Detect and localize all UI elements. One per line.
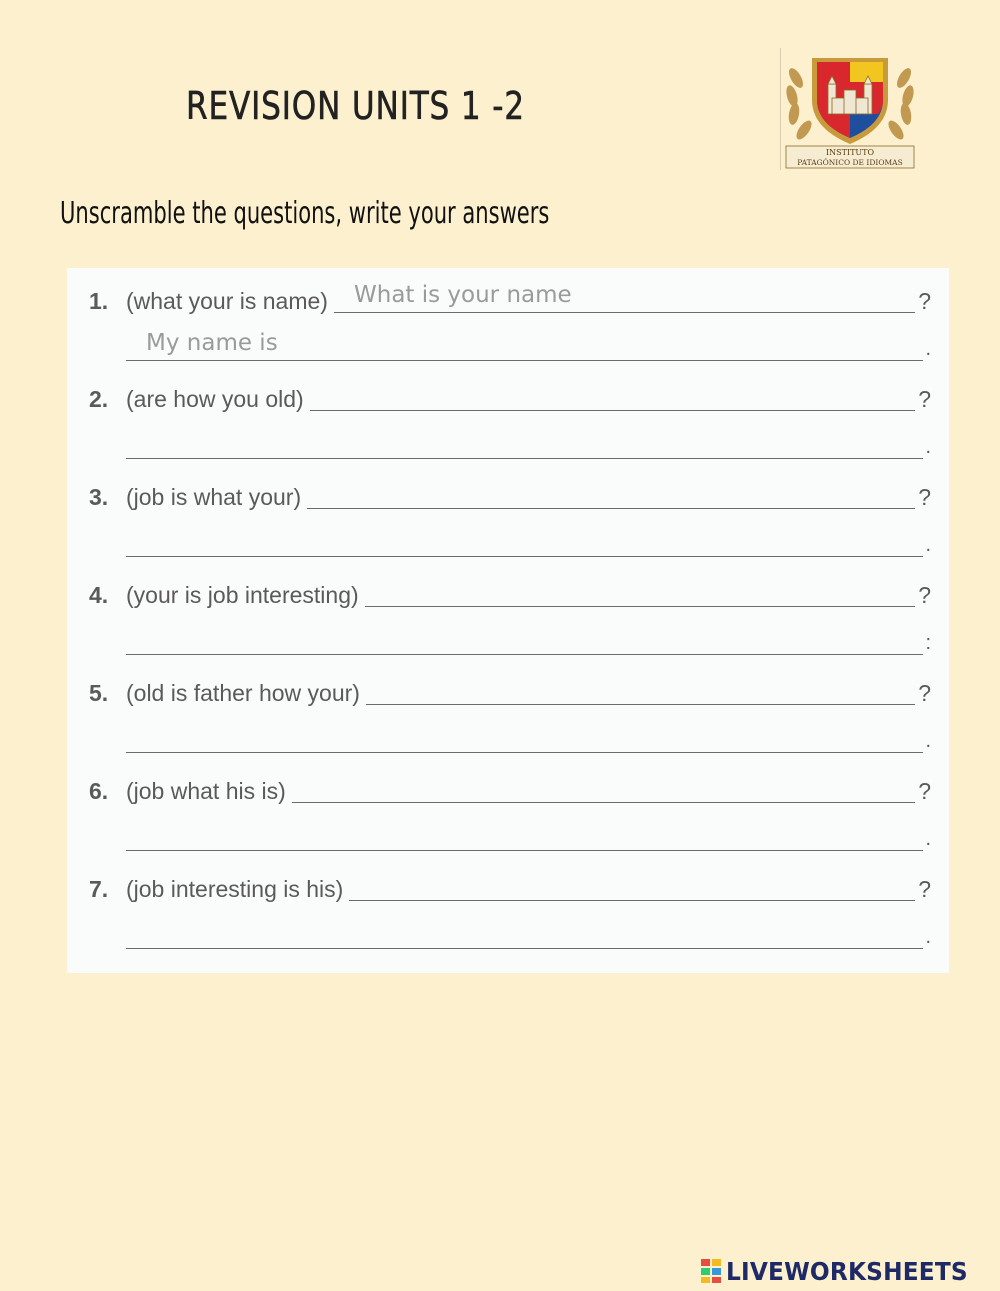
answer-end-punctuation: . (925, 730, 931, 752)
question-number: 2. (89, 386, 109, 412)
reply-answer-input[interactable] (146, 428, 846, 454)
page-title: REVISION UNITS 1 -2 (186, 84, 525, 128)
question-number: 5. (89, 680, 109, 706)
answer-line (126, 458, 923, 459)
answer-line (126, 654, 923, 655)
question-number: 7. (89, 876, 109, 902)
answer-row (126, 728, 931, 758)
scrambled-prompt: (what your is name) (126, 288, 334, 315)
answer-line (126, 556, 923, 557)
answer-row (126, 630, 931, 660)
question-mark: ? (918, 386, 931, 412)
reply-answer-input[interactable] (146, 526, 846, 552)
answer-end-punctuation: . (925, 926, 931, 948)
scrambled-prompt: (job interesting is his) (126, 876, 349, 903)
question-mark: ? (918, 484, 931, 510)
scrambled-prompt: (job is what your) (126, 484, 307, 511)
instruction-text: Unscramble the questions, write your answers (60, 196, 550, 231)
question-mark: ? (918, 876, 931, 902)
scrambled-prompt: (your is job interesting) (126, 582, 365, 609)
exercise-sheet (67, 268, 949, 973)
logo-divider (780, 48, 781, 170)
question-answer-input[interactable] (327, 478, 901, 504)
reply-answer-input[interactable] (146, 330, 846, 356)
liveworksheets-logo-icon (700, 1258, 722, 1284)
question-row (89, 484, 931, 514)
answer-row (126, 826, 931, 856)
reply-answer-input[interactable] (146, 918, 846, 944)
answer-line (126, 360, 923, 361)
answer-end-punctuation: . (925, 338, 931, 360)
answer-end-punctuation: . (925, 534, 931, 556)
answer-line (126, 752, 923, 753)
answer-end-punctuation: : (925, 632, 931, 654)
question-row (89, 582, 931, 612)
question-row (89, 680, 931, 710)
question-answer-input[interactable] (354, 282, 901, 308)
brand-name: LIVEWORKSHEETS (726, 1256, 968, 1286)
reply-answer-input[interactable] (146, 722, 846, 748)
liveworksheets-brand (700, 1255, 986, 1287)
question-number: 6. (89, 778, 109, 804)
question-answer-input[interactable] (369, 870, 901, 896)
reply-answer-input[interactable] (146, 624, 846, 650)
question-number: 3. (89, 484, 109, 510)
question-mark: ? (918, 680, 931, 706)
question-row (89, 778, 931, 808)
answer-row (126, 434, 931, 464)
question-row (89, 288, 931, 318)
question-row (89, 386, 931, 416)
scrambled-prompt: (job what his is) (126, 778, 292, 805)
scrambled-prompt: (are how you old) (126, 386, 310, 413)
answer-row (126, 336, 931, 366)
answer-line (126, 948, 923, 949)
question-answer-input[interactable] (312, 772, 901, 798)
question-answer-input[interactable] (386, 674, 901, 700)
answer-row (126, 924, 931, 954)
question-answer-input[interactable] (330, 380, 901, 406)
question-answer-input[interactable] (385, 576, 901, 602)
question-mark: ? (918, 288, 931, 314)
reply-answer-input[interactable] (146, 820, 846, 846)
answer-end-punctuation: . (925, 436, 931, 458)
question-number: 4. (89, 582, 109, 608)
scrambled-prompt: (old is father how your) (126, 680, 366, 707)
answer-end-punctuation: . (925, 828, 931, 850)
logo-line1: INSTITUTO (825, 148, 875, 157)
question-mark: ? (918, 778, 931, 804)
question-number: 1. (89, 288, 109, 314)
institute-logo (782, 48, 918, 170)
logo-line2: PATAGÓNICO DE IDIOMAS (797, 158, 903, 167)
question-mark: ? (918, 582, 931, 608)
question-row (89, 876, 931, 906)
answer-line (126, 850, 923, 851)
answer-row (126, 532, 931, 562)
